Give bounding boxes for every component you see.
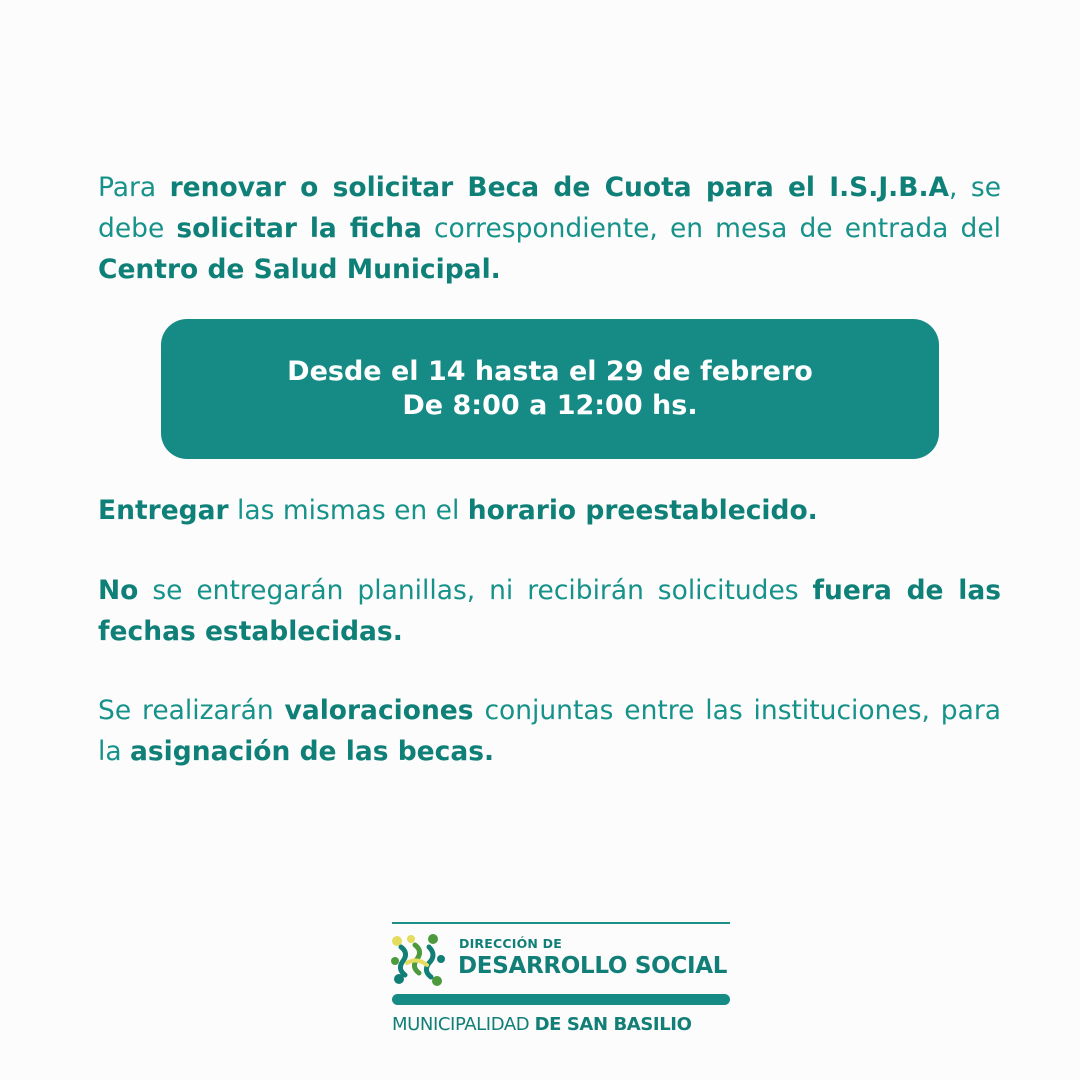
time-range: De 8:00 a 12:00 hs. — [402, 390, 698, 421]
intro-paragraph — [98, 167, 1001, 290]
intro-highlight-centro: Centro de Salud Municipal. — [98, 254, 501, 285]
intro-highlight-ficha: solicitar la ficha — [176, 213, 422, 244]
logo-muni-bold: DE SAN BASILIO — [534, 1014, 692, 1035]
evaluation-highlight-becas: asignación de las becas. — [130, 736, 495, 767]
delivery-paragraph — [98, 490, 1001, 531]
intro-text: Para — [98, 172, 170, 203]
notice-highlight-fechas: fuera de las fechas establecidas. — [98, 575, 1002, 647]
delivery-highlight: Entregar — [98, 495, 229, 526]
intro-highlight-beca: renovar o solicitar Beca de Cuota para el I.S.J.B.A — [169, 172, 950, 203]
logo-small-text: DIRECCIÓN DE — [459, 936, 562, 951]
evaluation-text: conjuntas entre las instituciones, para la — [98, 695, 1001, 767]
notice-paragraph — [98, 570, 1001, 652]
notice-highlight-no: No — [98, 575, 139, 606]
logo-municipality — [392, 1014, 730, 1035]
people-circle-icon — [389, 933, 447, 987]
logo-muni-regular: MUNICIPALIDAD — [392, 1014, 535, 1035]
logo-title: DESARROLLO SOCIAL — [458, 953, 728, 979]
notice-text: se entregarán planillas, ni recibirán solicitudes — [138, 575, 813, 606]
logo-divider-line — [392, 922, 730, 924]
intro-text: , se debe — [98, 172, 1001, 244]
date-banner — [161, 319, 939, 459]
evaluation-text: Se realizarán — [98, 695, 285, 726]
intro-text: correspondiente, en mesa de entrada del — [421, 213, 1001, 244]
evaluation-paragraph — [98, 690, 1001, 772]
delivery-highlight-horario: horario preestablecido. — [467, 495, 818, 526]
evaluation-highlight: valoraciones — [284, 695, 474, 726]
delivery-text: las mismas en el — [228, 495, 468, 526]
date-range: Desde el 14 hasta el 29 de febrero — [287, 356, 813, 387]
logo-bar — [392, 994, 730, 1005]
